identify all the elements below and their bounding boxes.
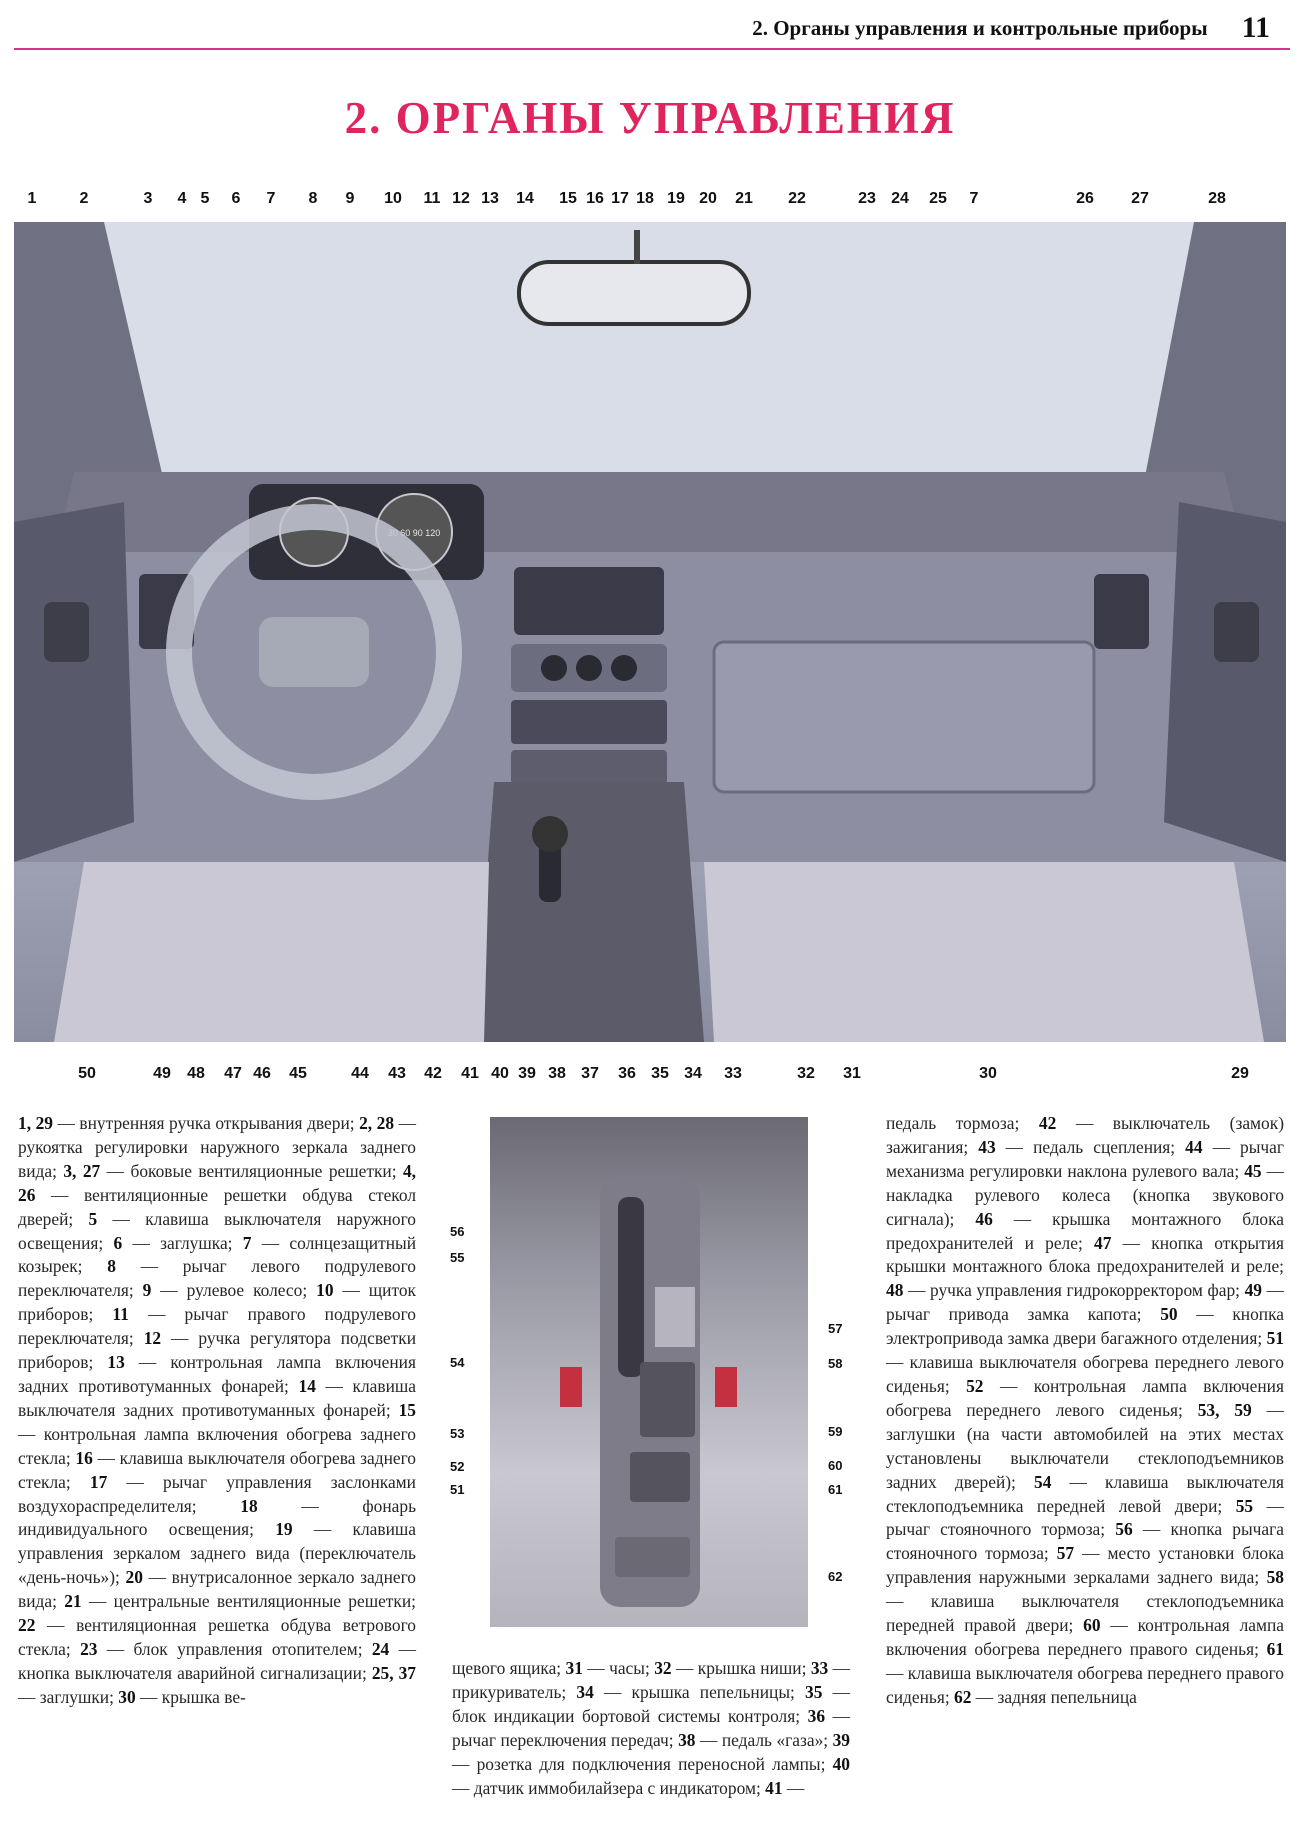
legend-text: — рычаг переключения передач; <box>452 1705 850 1750</box>
legend-key: 56 <box>1115 1519 1133 1540</box>
legend-text: — ручка регулятора подсветки приборов; <box>18 1328 416 1373</box>
legend-key: 40 <box>832 1753 850 1774</box>
gear-knob <box>532 816 568 852</box>
legend-text: — рычаг левого подрулевого переключателя; <box>18 1256 416 1301</box>
legend-key: 16 <box>75 1447 93 1468</box>
inset-left-callout: 53 <box>450 1426 465 1441</box>
legend-text: — клавиша выключателя обогрева переднего левого сиденья; <box>886 1352 1284 1396</box>
inset-left-callout: 54 <box>450 1355 465 1370</box>
photo-top-callout: 27 <box>1131 190 1149 207</box>
legend-key: 42 <box>1038 1113 1057 1133</box>
legend-key: 48 <box>886 1280 904 1301</box>
legend-key: 35 <box>805 1681 823 1702</box>
photo-top-callout: 16 <box>586 190 604 207</box>
inset-right-callout: 58 <box>828 1356 843 1371</box>
legend-key: 49 <box>1244 1280 1262 1301</box>
legend-key: 1, 29 <box>18 1113 53 1133</box>
inset-right-callout: 62 <box>828 1569 843 1584</box>
photo-top-callout: 17 <box>611 190 629 207</box>
console-panel <box>511 700 667 744</box>
left-door <box>14 502 134 862</box>
legend-text: — розетка для подключения переносной лампы; <box>452 1753 833 1774</box>
photo-bottom-callout: 36 <box>618 1065 636 1082</box>
photo-top-callout: 21 <box>735 190 753 207</box>
legend-text: — рычаг стояночного тормоза; <box>886 1495 1284 1540</box>
photo-top-callout: 8 <box>308 190 318 207</box>
photo-top-callout: 7 <box>266 190 276 207</box>
right-seat <box>704 862 1264 1042</box>
photo-top-callout: 10 <box>384 190 402 207</box>
right-seatbelt-buckle <box>715 1367 737 1407</box>
legend-text: — щиток приборов; <box>18 1280 416 1325</box>
photo-bottom-callout: 34 <box>684 1065 702 1082</box>
inset-right-callout: 59 <box>828 1424 843 1439</box>
legend-text: — внутренняя ручка открывания двери; <box>52 1113 360 1133</box>
legend-text: — фонарь индивидуального освещения; <box>18 1495 416 1540</box>
legend-text: — педаль «газа»; <box>695 1729 833 1750</box>
photo-top-callout: 1 <box>27 190 37 207</box>
legend-text: — педаль сцепления; <box>995 1136 1186 1157</box>
legend-text: — прикуриватель; <box>452 1658 850 1702</box>
legend-text: — крышка монтажного блока предохранителей и реле; <box>886 1208 1284 1253</box>
photo-top-callout: 11 <box>423 190 441 207</box>
legend-key: 39 <box>832 1729 850 1750</box>
legend-key: 9 <box>142 1280 152 1301</box>
legend-text: — клавиша выключателя обогрева заднего стекла; <box>18 1447 416 1492</box>
legend-text: — <box>782 1777 805 1798</box>
legend-text: — рычаг механизма регулировки наклона рулевого вала; <box>886 1136 1284 1181</box>
legend-text: — боковые вентиляционные решетки; <box>100 1160 403 1181</box>
speedometer-scale: 30 60 90 120 <box>387 528 441 538</box>
photo-top-callout: 7 <box>969 190 979 207</box>
legend-key: 34 <box>576 1681 594 1702</box>
legend-key: 33 <box>810 1658 829 1678</box>
legend-key: 60 <box>1083 1615 1101 1636</box>
seat-heater-switches <box>630 1452 690 1502</box>
photo-top-callout: 18 <box>636 190 654 207</box>
page-number: 11 <box>1241 11 1270 44</box>
legend-text: — внутрисалонное зеркало заднего вида; <box>18 1567 416 1612</box>
photo-top-callout: 9 <box>345 190 355 207</box>
legend-key: 46 <box>975 1208 993 1229</box>
photo-bottom-callout: 39 <box>518 1065 536 1082</box>
legend-text: — контрольная лампа включения задних противотуманных фонарей; <box>18 1352 416 1396</box>
legend-key: 13 <box>107 1352 125 1373</box>
legend-key: 14 <box>298 1375 316 1396</box>
legend-key: 22 <box>18 1615 36 1636</box>
legend-key: 41 <box>765 1777 783 1798</box>
legend-key: 24 <box>371 1638 390 1659</box>
legend-text: — клавиша выключателя стеклоподъемника передней левой двери; <box>886 1471 1284 1516</box>
legend-key: 31 <box>565 1658 583 1678</box>
photo-bottom-callout: 32 <box>797 1065 815 1082</box>
legend-key: 11 <box>112 1304 129 1325</box>
photo-bottom-callout: 33 <box>724 1065 742 1082</box>
legend-key: 55 <box>1235 1495 1254 1516</box>
photo-bottom-callout: 44 <box>351 1065 369 1082</box>
legend-key: 15 <box>398 1399 416 1420</box>
legend-key: 52 <box>966 1375 984 1396</box>
photo-top-callout: 15 <box>559 190 577 207</box>
legend-text: — клавиша выключателя задних противотуманных фонарей; <box>18 1375 417 1420</box>
legend-text: — рычаг управления заслонками воздухораспределителя; <box>18 1471 416 1516</box>
windshield <box>84 222 1209 472</box>
photo-bottom-callout: 38 <box>548 1065 566 1082</box>
legend-text: — солнцезащитный козырек; <box>18 1232 416 1277</box>
legend-column-left <box>18 1112 416 1710</box>
central-vents <box>514 567 664 635</box>
photo-top-callout: 5 <box>200 190 210 207</box>
legend-key: 20 <box>125 1567 143 1588</box>
legend-key: 12 <box>143 1328 162 1349</box>
console-inset-photo <box>490 1117 808 1627</box>
legend-key: 61 <box>1266 1638 1284 1659</box>
legend-text: — рычаг привода замка капота; <box>886 1280 1284 1325</box>
legend-text: — крышка ве- <box>135 1686 246 1707</box>
legend-key: 6 <box>113 1232 123 1253</box>
legend-key: 7 <box>242 1232 252 1253</box>
legend-text: — контрольная лампа включения обогрева заднего стекла; <box>18 1423 416 1468</box>
rear-ashtray <box>615 1537 690 1577</box>
legend-key: 43 <box>978 1136 996 1157</box>
photo-top-callout: 20 <box>699 190 717 207</box>
photo-bottom-callout: 37 <box>581 1065 599 1082</box>
heater-knob-3 <box>611 655 637 681</box>
photo-top-callout: 4 <box>177 190 187 207</box>
legend-key: 54 <box>1034 1471 1052 1492</box>
running-title: 2. Органы управления и контрольные приборы <box>752 15 1208 40</box>
photo-bottom-callout: 42 <box>424 1065 442 1082</box>
photo-bottom-callout: 50 <box>78 1065 96 1082</box>
legend-text: — рулевое колесо; <box>151 1280 317 1301</box>
photo-top-callout: 23 <box>858 190 876 207</box>
left-seat <box>54 862 489 1042</box>
legend-key: 4, 26 <box>18 1160 417 1205</box>
right-side-vent <box>1094 574 1149 649</box>
dashboard-illustration <box>14 222 1286 1042</box>
photo-bottom-callout: 49 <box>153 1065 171 1082</box>
right-door-handle <box>1214 602 1259 662</box>
legend-column-right <box>886 1112 1284 1710</box>
heater-knob-1 <box>541 655 567 681</box>
photo-top-callout: 14 <box>516 190 534 207</box>
ashtray-cover <box>511 750 667 784</box>
photo-top-callout: 24 <box>891 190 909 207</box>
legend-key: 50 <box>1160 1304 1178 1325</box>
legend-text: — клавиша управления зеркалом заднего вида (переключатель «день-ночь»); <box>18 1519 417 1588</box>
legend-key: 3, 27 <box>63 1160 101 1181</box>
mirror-control-slot <box>655 1287 695 1347</box>
legend-key: 25, 37 <box>371 1662 416 1683</box>
inset-left-callout: 56 <box>450 1224 465 1239</box>
legend-key: 53, 59 <box>1197 1399 1252 1420</box>
chapter-title: 2. ОРГАНЫ УПРАВЛЕНИЯ <box>344 93 956 143</box>
dashboard-photo <box>14 222 1286 1042</box>
legend-key: 23 <box>80 1638 98 1659</box>
legend-text: — крышка пепельницы; <box>593 1681 806 1702</box>
inset-left-callout: 51 <box>450 1482 465 1497</box>
legend-text: — заглушка; <box>122 1232 243 1253</box>
legend-text: — клавиша выключателя наружного освещения; <box>18 1208 416 1253</box>
legend-text: щевого ящика; <box>452 1658 566 1678</box>
legend-text: — место установки блока управления наружными зеркалами заднего вида; <box>886 1543 1284 1588</box>
legend-text: — заглушки (на части автомобилей на этих местах установлены выключатели стеклоподъемников задних дверей); <box>886 1399 1284 1492</box>
center-tunnel <box>474 782 704 1042</box>
photo-top-callout: 19 <box>667 190 685 207</box>
legend-text: — кнопка электропривода замка двери багажного отделения; <box>886 1304 1284 1349</box>
legend-key: 57 <box>1056 1543 1075 1564</box>
running-header <box>14 8 1290 50</box>
legend-key: 19 <box>275 1519 293 1540</box>
inset-right-callout: 61 <box>828 1482 843 1497</box>
legend-column-middle <box>452 1657 850 1800</box>
photo-top-callout: 2 <box>79 190 89 207</box>
legend-text: — кнопка рычага стояночного тормоза; <box>886 1519 1284 1564</box>
photo-bottom-callout: 35 <box>651 1065 669 1082</box>
legend-key: 47 <box>1094 1232 1112 1253</box>
photo-bottom-callout: 48 <box>187 1065 205 1082</box>
rearview-mirror <box>519 262 749 324</box>
legend-text: — вентиляционные решетки обдува стекол дверей; <box>18 1184 416 1229</box>
inset-left-callout: 55 <box>450 1250 465 1265</box>
legend-key: 5 <box>88 1208 98 1229</box>
legend-text: — клавиша выключателя обогрева переднего правого сиденья; <box>886 1662 1284 1707</box>
legend-text: — контрольная лампа включения обогрева переднего правого сиденья; <box>886 1615 1284 1659</box>
legend-key: 38 <box>678 1729 696 1750</box>
console-illustration <box>490 1117 808 1627</box>
legend-text: — кнопка открытия крышки монтажного блока предохранителей и реле; <box>886 1232 1284 1277</box>
left-door-handle <box>44 602 89 662</box>
legend-key: 45 <box>1244 1160 1262 1181</box>
photo-top-callout: 22 <box>788 190 806 207</box>
inset-right-callout: 60 <box>828 1458 843 1473</box>
photo-bottom-callout: 30 <box>979 1065 997 1082</box>
mirror-mount <box>634 230 640 264</box>
right-door <box>1164 502 1286 862</box>
legend-key: 17 <box>89 1471 108 1492</box>
photo-bottom-callout: 45 <box>289 1065 307 1082</box>
photo-top-callout: 25 <box>929 190 947 207</box>
legend-key: 32 <box>654 1658 672 1678</box>
legend-key: 2, 28 <box>359 1113 395 1133</box>
legend-text: — часы; <box>582 1658 655 1678</box>
legend-key: 51 <box>1266 1328 1284 1349</box>
legend-text: — датчик иммобилайзера с индикатором; <box>452 1777 766 1798</box>
photo-top-callout: 26 <box>1076 190 1094 207</box>
legend-text: — центральные вентиляционные решетки; <box>81 1591 416 1612</box>
photo-top-callout: 3 <box>143 190 153 207</box>
legend-text: — накладка рулевого колеса (кнопка звукового сигнала); <box>886 1160 1284 1229</box>
legend-key: 58 <box>1266 1567 1284 1588</box>
handbrake-lever <box>618 1197 644 1377</box>
photo-bottom-callout: 47 <box>224 1065 242 1082</box>
photo-top-callout: 28 <box>1208 190 1226 207</box>
legend-text: — заглушки; <box>18 1686 119 1707</box>
photo-top-callout: 12 <box>452 190 470 207</box>
legend-text: — контрольная лампа включения обогрева переднего левого сиденья; <box>886 1375 1284 1420</box>
photo-bottom-callout: 40 <box>491 1065 509 1082</box>
window-switches <box>640 1362 695 1437</box>
legend-key: 10 <box>316 1280 334 1301</box>
legend-key: 44 <box>1185 1136 1203 1157</box>
legend-text: — кнопка выключателя аварийной сигнализации; <box>18 1638 416 1683</box>
legend-key: 18 <box>240 1495 258 1516</box>
photo-bottom-callout: 43 <box>388 1065 406 1082</box>
legend-text: — ручка управления гидрокорректором фар; <box>903 1280 1245 1301</box>
photo-bottom-callout: 29 <box>1231 1065 1249 1082</box>
inset-right-callout: 57 <box>828 1321 843 1336</box>
photo-top-callout: 13 <box>481 190 499 207</box>
legend-key: 21 <box>64 1591 82 1612</box>
legend-text: — блок индикации бортовой системы контроля; <box>452 1681 850 1726</box>
legend-key: 30 <box>118 1686 136 1707</box>
steering-hub <box>259 617 369 687</box>
legend-key: 36 <box>807 1705 826 1726</box>
photo-top-callout: 6 <box>231 190 241 207</box>
legend-text: — рычаг правого подрулевого переключателя; <box>18 1304 416 1349</box>
legend-text: — задняя пепельница <box>971 1686 1137 1707</box>
inset-left-callout: 52 <box>450 1459 465 1474</box>
legend-text: — блок управления отопителем; <box>97 1638 372 1659</box>
legend-text: — выключатель (замок) зажигания; <box>886 1113 1284 1157</box>
photo-bottom-callout: 31 <box>843 1065 861 1082</box>
glovebox <box>714 642 1094 792</box>
legend-text: — рукоятка регулировки наружного зеркала заднего вида; <box>18 1113 416 1181</box>
legend-text: педаль тормоза; <box>886 1113 1039 1133</box>
legend-key: 8 <box>107 1256 116 1277</box>
left-seatbelt-buckle <box>560 1367 582 1407</box>
legend-text: — вентиляционная решетка обдува ветрового стекла; <box>18 1615 416 1659</box>
photo-bottom-callout: 41 <box>461 1065 479 1082</box>
legend-text: — клавиша выключателя стеклоподъемника передней правой двери; <box>886 1591 1284 1636</box>
photo-bottom-callout: 46 <box>253 1065 271 1082</box>
heater-knob-2 <box>576 655 602 681</box>
legend-text: — крышка ниши; <box>671 1658 811 1678</box>
legend-key: 62 <box>954 1686 972 1707</box>
